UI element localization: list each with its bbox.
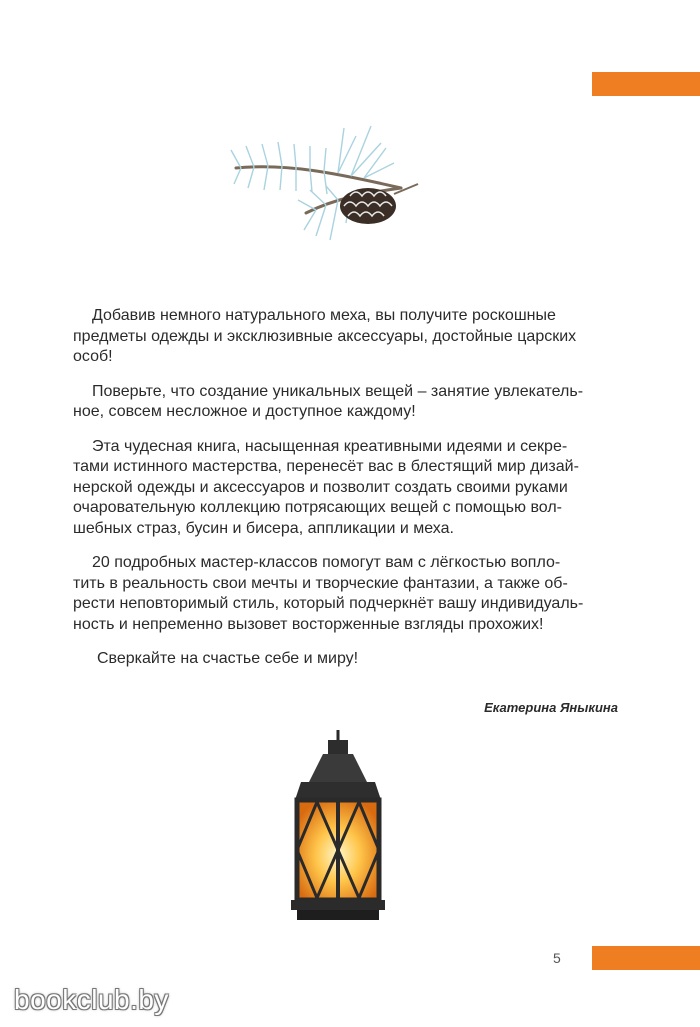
text-line: предметы одежды и эксклюзивные аксессуары, достойные царских: [73, 327, 577, 345]
text-line: рести неповторимый стиль, который подчеркнёт вашу индивидуаль-: [73, 595, 584, 612]
pine-branch-icon: [226, 118, 426, 253]
text-line: Поверьте, что создание уникальных вещей – занятие увлекатель-: [92, 382, 584, 400]
text-line: ность и непременно вызовет восторженные взгляды прохожих!: [73, 615, 544, 633]
author-signature: Екатерина Яныкина: [484, 700, 618, 715]
paragraph-3: [73, 437, 618, 540]
text-line: очаровательную коллекцию потрясающих вещей с помощью вол-: [73, 499, 562, 516]
text-line: Эта чудесная книга, насыщенная креативными идеями и секре-: [92, 437, 568, 455]
paragraph-4: [73, 553, 618, 635]
page-number: 5: [553, 950, 561, 966]
text-line: тами истинного мастерства, перенесёт вас в блестящий мир дизай-: [73, 458, 579, 475]
text-line: Сверкайте на счастье себе и миру!: [97, 650, 359, 667]
text-line: ное, совсем несложное и доступное каждому!: [73, 403, 416, 420]
intro-text: [73, 306, 618, 684]
paragraph-5: [92, 649, 618, 670]
text-line: шебных страз, бусин и бисера, аппликации и меха.: [73, 519, 454, 537]
text-line: Добавив немного натурального меха, вы получите роскошные: [92, 307, 556, 324]
text-line: особ!: [73, 348, 113, 365]
watermark: bookclub.by: [14, 984, 169, 1015]
top-orange-tab: [592, 72, 700, 96]
bottom-orange-tab: [592, 946, 700, 970]
paragraph-2: [73, 382, 618, 423]
lantern-icon: [283, 730, 393, 925]
text-line: тить в реальность свои мечты и творческие фантазии, а также об-: [73, 574, 568, 592]
paragraph-1: [73, 306, 618, 368]
text-line: 20 подробных мастер-классов помогут вам с лёгкостью вопло-: [92, 554, 561, 571]
text-line: нерской одежды и аксессуаров и позволит создать своими руками: [73, 478, 568, 496]
